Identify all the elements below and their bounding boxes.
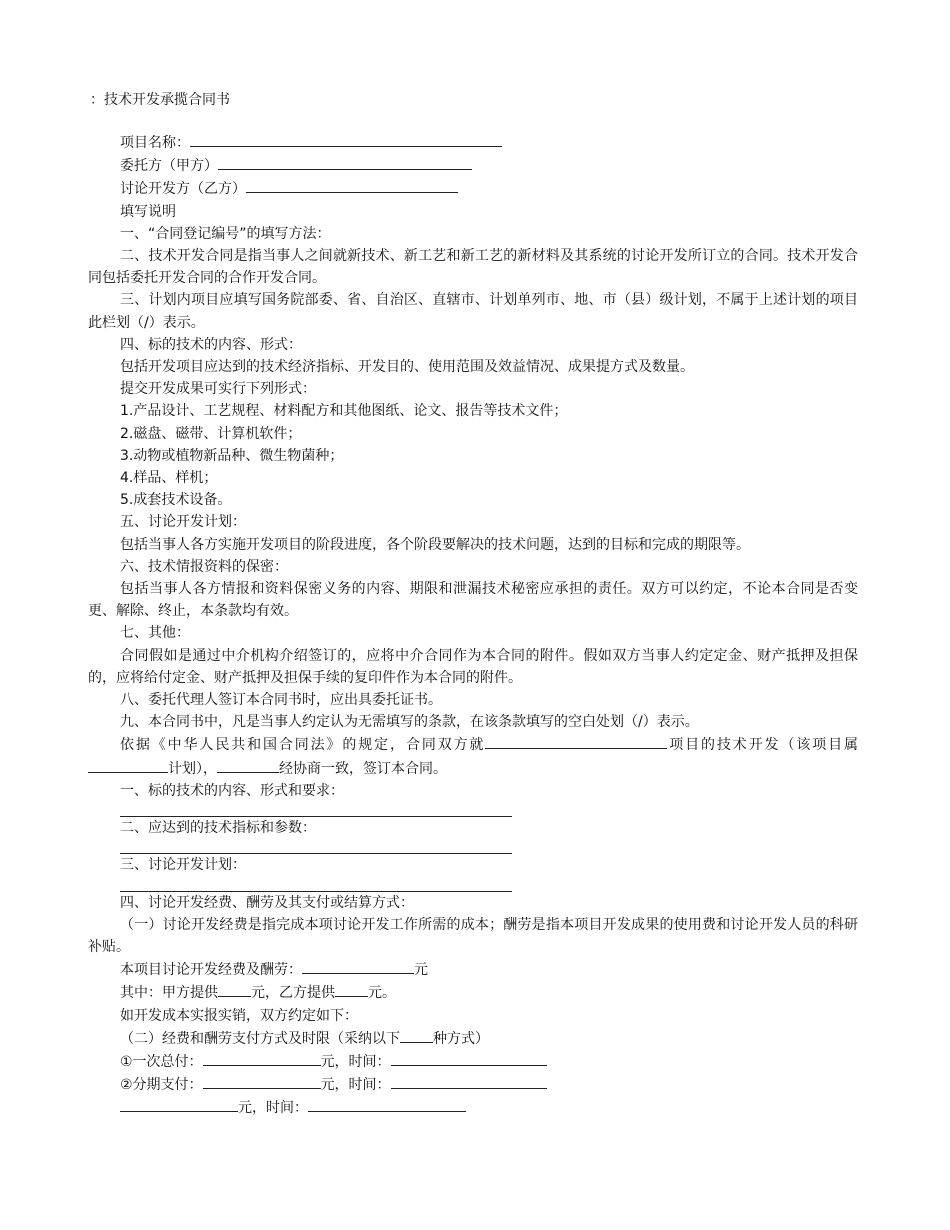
article-2: 二、应达到的技术指标和参数：: [120, 820, 316, 837]
developer-line: [88, 177, 858, 200]
fee-line: [88, 958, 858, 981]
law-clause-part-1: 依据《中华人民共和国合同法》的规定，合同双方就: [120, 737, 486, 754]
instruction-3: 三、计划内项目应填写国务院部委、省、自治区、直辖市、计划单列市、地、市（县）级计划，不属于上述计划的项目此栏划（/）表示。: [88, 292, 858, 331]
installment-2-amount-field[interactable]: [120, 1096, 238, 1112]
form-item-3: 3.动物或植物新品种、微生物菌种；: [120, 447, 344, 464]
party-b-amount-field[interactable]: [335, 981, 368, 997]
project-name-field[interactable]: [190, 131, 502, 147]
article-3: 三、讨论开发计划：: [120, 857, 246, 874]
fee-unit: 元: [414, 962, 428, 979]
lump-sum-line: [88, 1050, 858, 1073]
law-clause-part-3: 计划），: [168, 760, 217, 777]
lump-sum-label: ①一次总付：: [120, 1053, 203, 1070]
installment-2-time-field[interactable]: [308, 1096, 466, 1112]
actual-cost-line: 如开发成本实报实销，双方约定如下：: [120, 1007, 358, 1024]
form-item-5: 5.成套技术设备。: [120, 492, 232, 509]
instruction-4-body: 包括开发项目应达到的技术经济指标、开发目的、使用范围及效益情况、成果提方式及数量。: [120, 359, 694, 376]
form-item-2: 2.磁盘、磁带、计算机软件；: [120, 425, 302, 442]
party-a-amount-field[interactable]: [218, 981, 251, 997]
payment-label-a: （二）经费和酬劳支付方式及时限（采纳以下: [120, 1030, 400, 1047]
split-line: [88, 981, 858, 1004]
instruction-6: 六、技术情报资料的保密：: [120, 558, 288, 575]
fee-label: 本项目讨论开发经费及酬劳：: [120, 962, 302, 979]
instruction-8: 八、委托代理人签订本合同书时，应出具委托证书。: [120, 692, 442, 709]
instruction-7-body: 合同假如是通过中介机构介绍签订的，应将中介合同作为本合同的附件。假如双方当事人约定定金、财产抵押及担保的，应将给付定金、财产抵押及担保手续的复印件作为本合同的附件。: [88, 647, 858, 686]
installment-line: [88, 1073, 858, 1096]
installment-time-field[interactable]: [391, 1073, 547, 1089]
article-3-field[interactable]: [120, 877, 512, 892]
article-1-field[interactable]: [120, 802, 512, 817]
instruction-7: 七、其他：: [120, 625, 190, 642]
instructions-heading: 填写说明: [120, 203, 176, 220]
form-item-1: 1.产品设计、工艺规程、材料配方和其他图纸、论文、报告等技术文件；: [120, 403, 568, 420]
law-clause-part-2: 项目的技术开发（该项目属: [667, 737, 859, 754]
split-label-a: 其中：甲方提供: [120, 985, 218, 1002]
installment-amount-field[interactable]: [203, 1073, 321, 1089]
plan-field[interactable]: [88, 757, 168, 773]
client-label: 委托方（甲方）: [120, 158, 218, 175]
installment-label: ②分期支付：: [120, 1077, 203, 1094]
instruction-5: 五、讨论开发计划：: [120, 514, 246, 531]
parties-field[interactable]: [217, 757, 279, 773]
developer-label: 讨论开发方（乙方）: [120, 181, 246, 198]
installment-time-label: 元，时间：: [320, 1077, 391, 1094]
lump-sum-time-field[interactable]: [391, 1050, 547, 1066]
developer-field[interactable]: [246, 177, 458, 193]
client-line: [88, 154, 858, 177]
lump-sum-time-label: 元，时间：: [320, 1053, 391, 1070]
article-2-field[interactable]: [120, 839, 512, 854]
instruction-1: 一、“合同登记编号”的填写方法：: [120, 225, 331, 242]
project-name-label: 项目名称：: [120, 135, 190, 151]
split-label-b: 元，乙方提供: [251, 985, 335, 1002]
instruction-4: 四、标的技术的内容、形式：: [120, 336, 302, 353]
article-4: 四、讨论开发经费、酬劳及其支付或结算方式：: [120, 894, 414, 911]
payment-method-field[interactable]: [400, 1027, 433, 1043]
instruction-6-body: 包括当事人各方情报和资料保密义务的内容、期限和泄漏技术秘密应承担的责任。双方可以约定，不论本合同是否变更、解除、终止，本条款均有效。: [88, 581, 858, 620]
payment-label-b: 种方式）: [433, 1030, 489, 1047]
installment-2-time-label: 元，时间：: [238, 1100, 308, 1117]
instruction-5-body: 包括当事人各方实施开发项目的阶段进度，各个阶段要解决的技术问题，达到的目标和完成的期限等。: [120, 536, 750, 553]
article-1: 一、标的技术的内容、形式和要求：: [120, 782, 344, 799]
document-body: [88, 131, 858, 1120]
lump-sum-amount-field[interactable]: [203, 1050, 321, 1066]
split-label-c: 元。: [368, 985, 396, 1002]
law-clause: [88, 733, 858, 779]
article-4-section-1: （一）讨论开发经费是指完成本项讨论开发工作所需的成本；酬劳是指本项目开发成果的使用费和讨论开发人员的科研补贴。: [88, 916, 858, 955]
project-name-line: [88, 131, 858, 154]
instruction-4-forms: 提交开发成果可实行下列形式：: [120, 381, 316, 398]
fee-field[interactable]: [302, 958, 414, 974]
project-field[interactable]: [485, 733, 667, 749]
client-field[interactable]: [218, 154, 472, 170]
document-title: ：技术开发承揽合同书: [90, 92, 230, 108]
instruction-9: 九、本合同书中，凡是当事人约定认为无需填写的条款，在该条款填写的空白处划（/）表示。: [120, 714, 699, 731]
installment-line-2: [88, 1096, 858, 1119]
payment-method-line: [88, 1027, 858, 1050]
form-item-4: 4.样品、样机；: [120, 470, 218, 487]
law-clause-part-4: 经协商一致，签订本合同。: [279, 760, 447, 777]
instruction-2: 二、技术开发合同是指当事人之间就新技术、新工艺和新工艺的新材料及其系统的讨论开发所订立的合同。技术开发合同包括委托开发合同的合作开发合同。: [88, 248, 858, 287]
